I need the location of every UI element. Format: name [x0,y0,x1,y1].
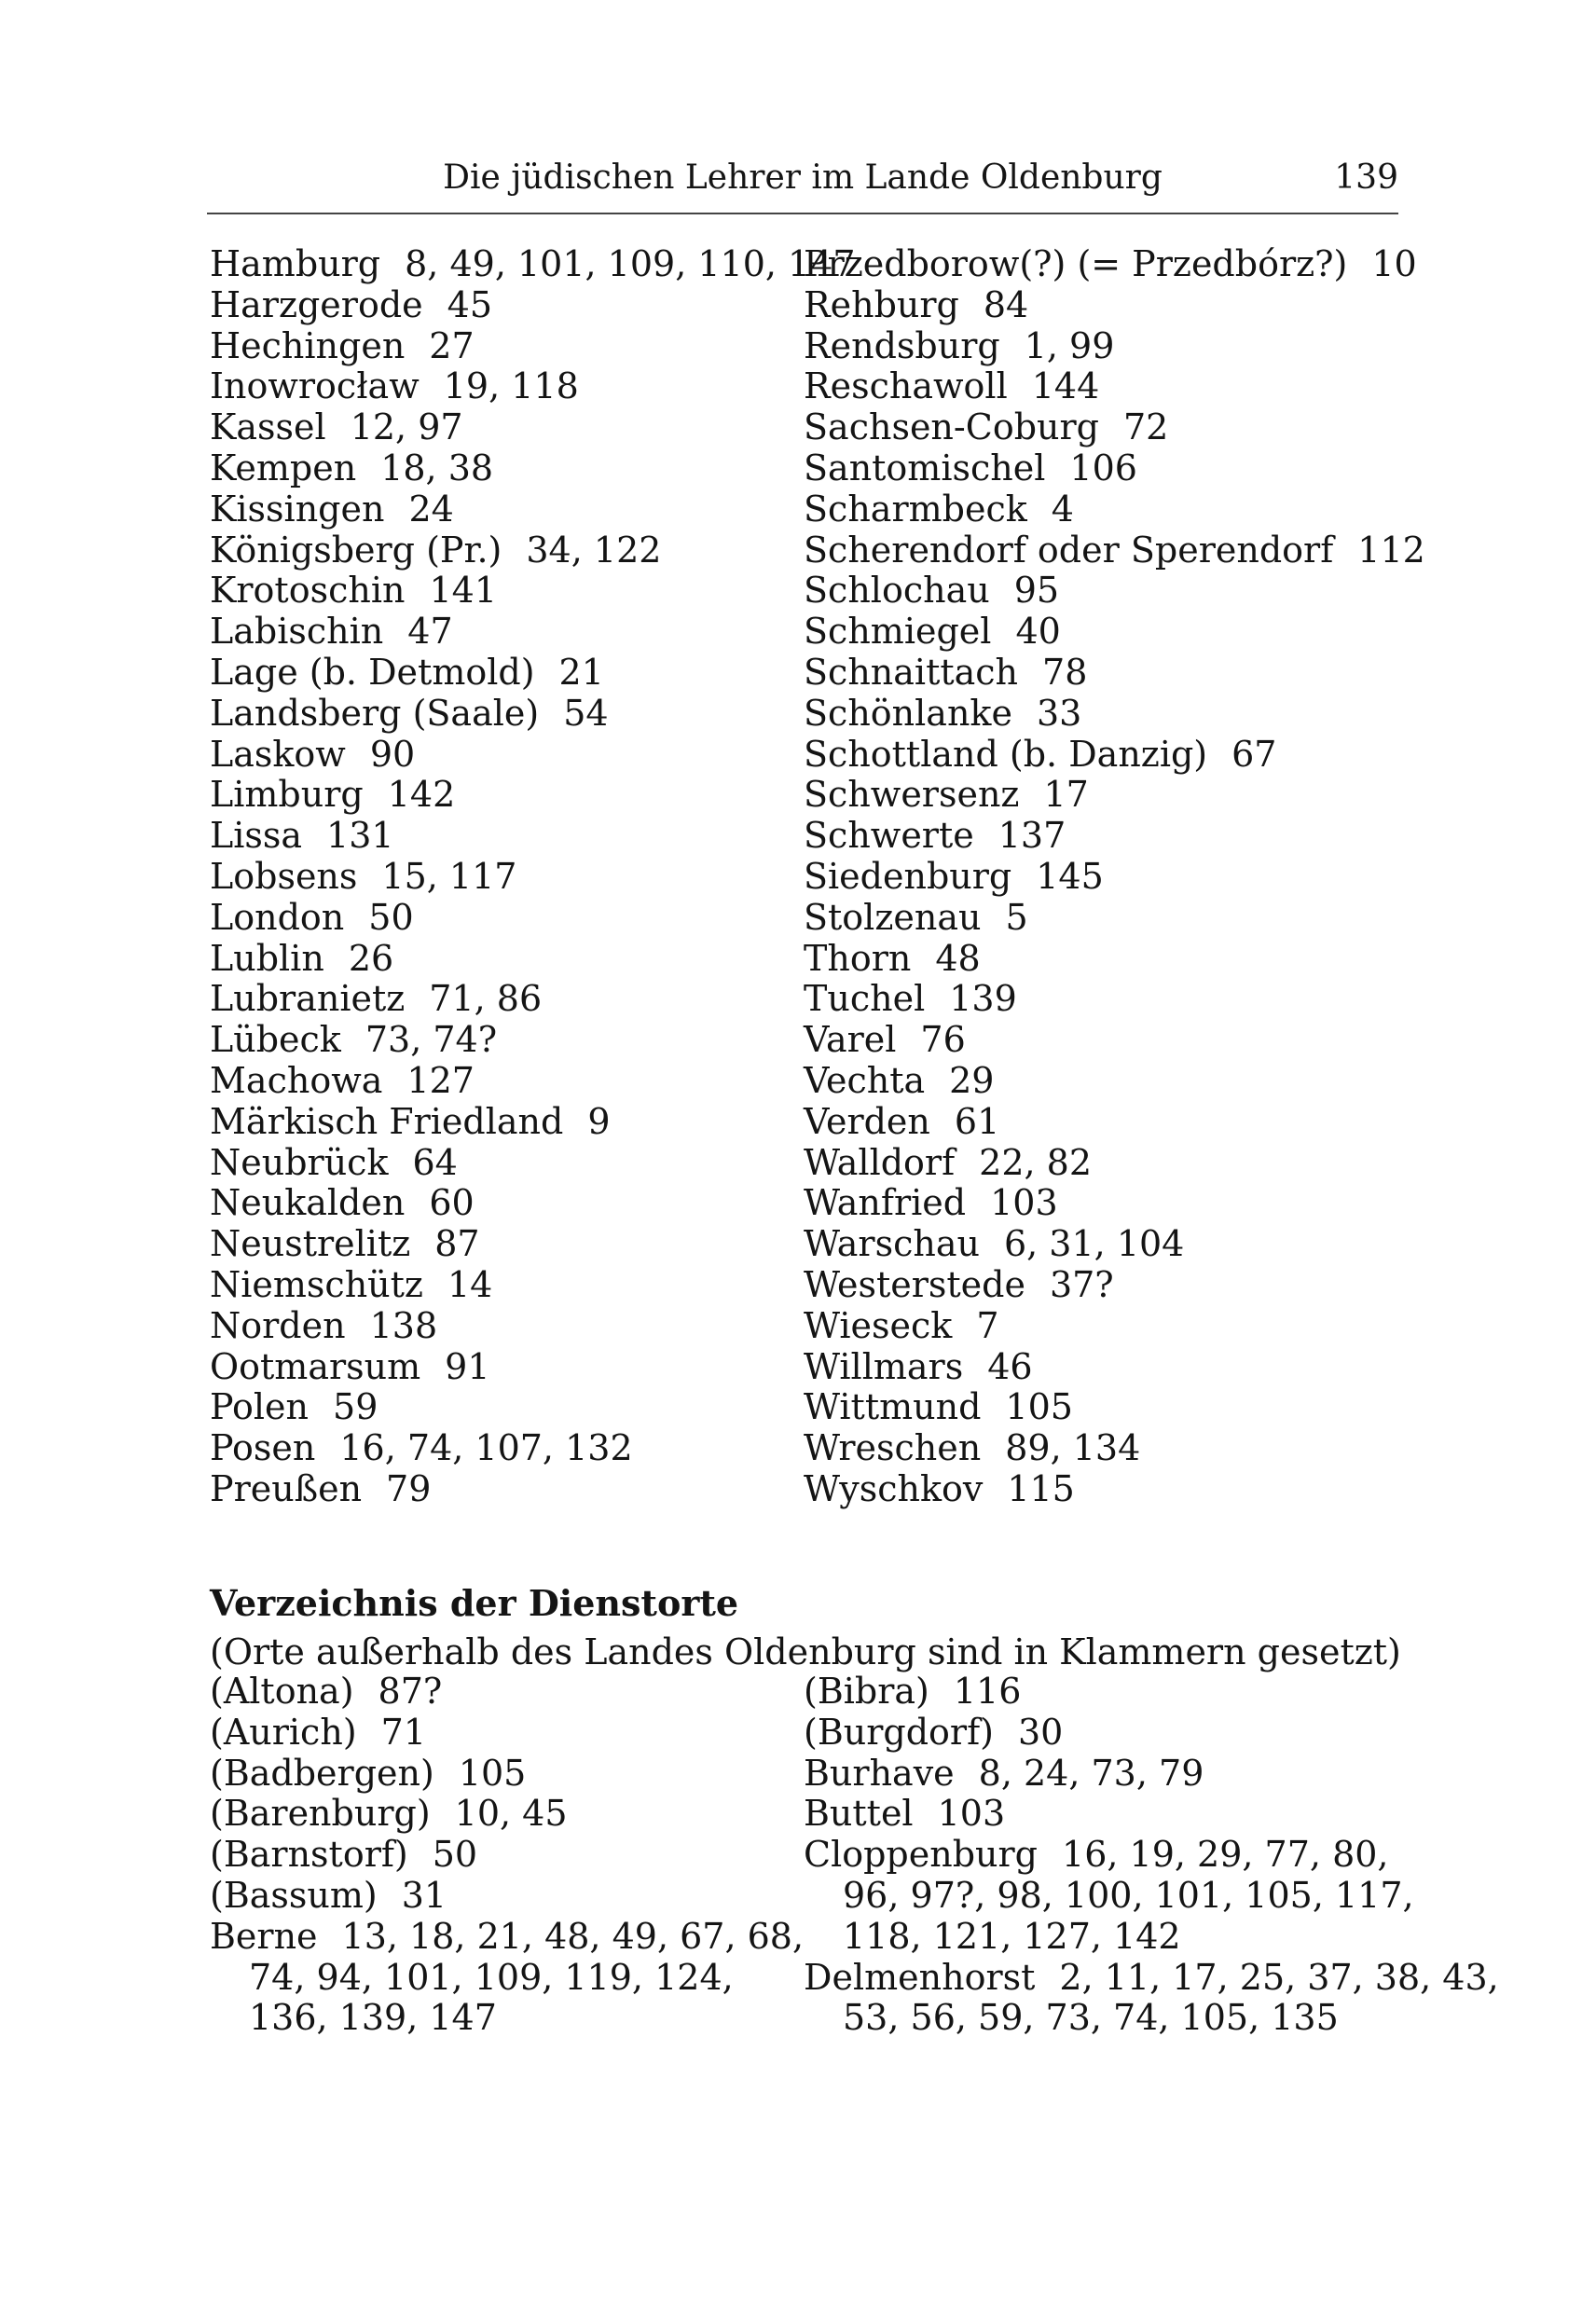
entry-pages: 145 [1036,855,1104,897]
index-entry [804,775,1425,816]
entry-place: Neukalden [210,1182,406,1224]
index-entry [804,1102,1425,1143]
entry-pages: 2, 11, 17, 25, 37, 38, 43, [1059,1956,1499,1998]
entry-pages: 141 [429,570,497,612]
index-entry [210,366,856,407]
entry-pages: 103 [990,1182,1058,1224]
index-entry [210,1794,804,1835]
entry-place: Reschawoll [804,365,1008,407]
index-entry [210,1713,804,1754]
index-entry [804,1428,1425,1469]
entry-place: Scharmbeck [804,488,1027,530]
entry-pages-continued: 74, 94, 101, 109, 119, 124, [249,1956,734,1998]
index-entry [210,1428,856,1469]
index-entry [210,1143,856,1184]
entry-pages: 1, 99 [1024,324,1115,366]
entry-place: Delmenhorst [804,1956,1036,1998]
index-entry [210,775,856,816]
entry-place: Wittmund [804,1386,982,1428]
index-entry [804,979,1425,1020]
index-entry [210,1469,856,1510]
entry-pages: 18, 38 [380,447,494,489]
index-entry [804,1020,1425,1061]
index-entry [804,1835,1499,1876]
entry-pages: 90 [369,733,416,775]
entry-pages: 116 [953,1671,1022,1712]
entry-pages: 137 [998,815,1066,857]
entry-place: Neustrelitz [210,1223,411,1265]
entry-pages: 84 [983,283,1029,325]
index-entry [804,1713,1499,1754]
entry-place: Westerstede [804,1263,1025,1305]
index-entry [804,898,1425,939]
entry-place: Landsberg (Saale) [210,692,540,734]
entry-place: Thorn [804,937,912,979]
entry-pages-continued: 118, 121, 127, 142 [843,1915,1181,1957]
index-entry [210,1102,856,1143]
index-entry [210,694,856,735]
entry-pages-continued: 96, 97?, 98, 100, 101, 105, 117, [843,1874,1414,1916]
index-column-left [210,244,856,1510]
index-entry [804,694,1425,735]
entry-place: (Badbergen) [210,1752,434,1794]
entry-place: Wanfried [804,1182,967,1224]
index-entry [804,939,1425,980]
entry-pages: 31 [401,1874,447,1916]
running-head [207,155,1398,203]
entry-pages: 60 [429,1182,475,1224]
entry-pages: 47 [407,611,453,653]
index-entry [804,1265,1425,1306]
running-title: Die jüdischen Lehrer im Lande Oldenburg [443,158,1163,197]
entry-pages: 105 [1005,1386,1073,1428]
index-entry [804,1387,1425,1428]
entry-pages: 54 [563,692,609,734]
index-entry [804,1794,1499,1835]
index-entry [804,407,1425,448]
index-entry [210,1306,856,1347]
index-entry [804,489,1425,530]
index-entry [210,1224,856,1265]
index-entry [804,612,1425,653]
entry-pages: 16, 74, 107, 132 [339,1427,633,1469]
entry-pages: 7 [976,1304,999,1346]
entry-place: (Altona) [210,1671,354,1712]
index-entry [210,653,856,694]
entry-place: Lübeck [210,1019,341,1061]
entry-place: Kassel [210,406,326,448]
entry-pages: 61 [954,1100,1000,1142]
entry-place: (Barnstorf) [210,1834,408,1876]
section-note: (Orte außerhalb des Landes Oldenburg sind in Klammern gesetzt) [210,1631,1401,1672]
entry-place: London [210,896,345,938]
entry-pages: 29 [949,1059,995,1101]
entry-pages: 9 [587,1100,611,1142]
entry-place: Schnaittach [804,651,1019,693]
entry-place: Niemschütz [210,1263,423,1305]
entry-pages: 15, 117 [381,855,517,897]
entry-pages: 71, 86 [429,978,543,1020]
entry-place: Warschau [804,1223,980,1265]
entry-place: Varel [804,1019,897,1061]
entry-pages: 12, 97 [350,406,463,448]
index-entry [804,1224,1425,1265]
entry-pages: 5 [1005,896,1028,938]
index-entry [804,326,1425,367]
entry-pages: 78 [1042,651,1088,693]
index-entry [804,653,1425,694]
index-entry [210,326,856,367]
entry-pages: 30 [1017,1711,1064,1753]
index-entry [804,735,1425,776]
entry-pages: 4 [1051,488,1074,530]
index-entry [804,1754,1499,1795]
entry-place: Tuchel [804,978,926,1020]
entry-place: Hamburg [210,243,381,284]
entry-place: Harzgerode [210,283,423,325]
entry-pages: 40 [1015,611,1061,653]
entry-place: Willmars [804,1345,964,1387]
entry-place: (Bassum) [210,1874,378,1916]
entry-pages: 131 [326,815,394,857]
entry-pages: 127 [406,1059,475,1101]
entry-pages: 71 [380,1711,426,1753]
index-entry [210,1387,856,1428]
index-entry [210,1917,804,1958]
entry-place: Inowrocław [210,365,420,407]
index-entry [804,1347,1425,1388]
entry-pages: 87? [378,1671,443,1712]
index-entry [210,1835,804,1876]
header-rule [207,213,1398,214]
entry-pages: 6, 31, 104 [1003,1223,1185,1265]
entry-place: Preußen [210,1467,363,1509]
entry-place: Märkisch Friedland [210,1100,564,1142]
entry-pages: 144 [1031,365,1100,407]
entry-place: Przedborow(?) (= Przedbórz?) [804,243,1348,284]
index-entry [210,898,856,939]
entry-pages: 106 [1069,447,1137,489]
entry-place: (Barenburg) [210,1793,431,1835]
entry-pages: 105 [458,1752,527,1794]
entry-place: Wyschkov [804,1467,984,1509]
entry-pages: 138 [369,1304,438,1346]
index-entry [804,448,1425,489]
entry-place: Norden [210,1304,346,1346]
entry-pages: 50 [368,896,414,938]
entry-pages: 142 [387,774,456,816]
entry-pages: 48 [935,937,981,979]
entry-place: Schmiegel [804,611,992,653]
index-entry [804,1672,1499,1713]
entry-place: Lage (b. Detmold) [210,651,535,693]
entry-place: Siedenburg [804,855,1012,897]
entry-pages: 115 [1007,1467,1075,1509]
entry-pages: 64 [412,1141,458,1183]
entry-pages-continued: 53, 56, 59, 73, 74, 105, 135 [843,1997,1339,2039]
entry-pages: 14 [447,1263,493,1305]
entry-place: Santomischel [804,447,1046,489]
entry-place: Schottland (b. Danzig) [804,733,1208,775]
index-entry [804,571,1425,612]
entry-place: Lublin [210,937,324,979]
entry-place: Krotoschin [210,570,406,612]
entry-pages: 22, 82 [979,1141,1093,1183]
index-entry [804,285,1425,326]
index-entry [210,735,856,776]
entry-pages: 89, 134 [1005,1427,1141,1469]
entry-place: Hechingen [210,324,406,366]
index-entry [210,857,856,898]
entry-place: Schlochau [804,570,990,612]
entry-pages: 72 [1123,406,1169,448]
entry-pages: 13, 18, 21, 48, 49, 67, 68, [341,1915,805,1957]
index-entry [804,816,1425,857]
section-heading: Verzeichnis der Dienstorte [210,1582,739,1624]
index-entry [804,366,1425,407]
entry-pages: 26 [348,937,394,979]
index-entry [804,1306,1425,1347]
entry-pages: 37? [1049,1263,1114,1305]
index-entry [804,857,1425,898]
entry-place: Limburg [210,774,364,816]
entry-place: Rendsburg [804,324,1000,366]
entry-pages: 103 [937,1793,1006,1835]
entry-place: Berne [210,1915,318,1957]
entry-place: Ootmarsum [210,1345,421,1387]
entry-pages: 8, 24, 73, 79 [978,1752,1204,1794]
entry-place: Burhave [804,1752,955,1794]
entry-pages: 17 [1043,774,1089,816]
entry-pages: 87 [434,1223,480,1265]
entry-place: Lissa [210,815,303,857]
entry-place: Schwersenz [804,774,1020,816]
entry-place: Wreschen [804,1427,982,1469]
entry-pages: 59 [333,1386,378,1428]
entry-place: Lobsens [210,855,358,897]
index-entry [210,612,856,653]
entry-pages: 16, 19, 29, 77, 80, [1062,1834,1389,1876]
entry-pages: 79 [386,1467,432,1509]
entry-place: Neubrück [210,1141,389,1183]
entry-place: (Bibra) [804,1671,929,1712]
entry-pages: 73, 74? [365,1019,498,1061]
entry-pages: 19, 118 [443,365,579,407]
index-entry [804,1958,1499,1999]
entry-place: Posen [210,1427,316,1469]
entry-place: Scherendorf oder Sperendorf [804,529,1334,571]
index-entry [210,1347,856,1388]
index-entry [210,407,856,448]
index-entry [210,571,856,612]
index-entry [210,816,856,857]
entry-pages-continued: 136, 139, 147 [249,1997,497,2039]
index-entry [210,1672,804,1713]
index-entry [804,1469,1425,1510]
entry-place: Rehburg [804,283,959,325]
entry-pages: 34, 122 [526,529,662,571]
entry-place: Machowa [210,1059,383,1101]
entry-pages: 50 [432,1834,478,1876]
entry-pages: 10, 45 [454,1793,568,1835]
entry-place: Verden [804,1100,930,1142]
entry-place: Cloppenburg [804,1834,1039,1876]
entry-pages: 45 [447,283,493,325]
entry-place: Laskow [210,733,346,775]
entry-place: Buttel [804,1793,914,1835]
index-entry [210,1020,856,1061]
entry-pages: 112 [1357,529,1425,571]
entry-place: Schönlanke [804,692,1012,734]
entry-place: (Aurich) [210,1711,357,1753]
entry-pages: 91 [445,1345,490,1387]
index-entry [210,448,856,489]
entry-place: Schwerte [804,815,974,857]
index-entry [210,489,856,530]
index-entry [804,244,1425,285]
entry-place: Stolzenau [804,896,982,938]
entry-place: (Burgdorf) [804,1711,994,1753]
dienstorte-column-left [210,1672,804,2039]
entry-place: Lubranietz [210,978,406,1020]
index-entry [210,244,856,285]
index-entry [804,530,1425,571]
entry-pages: 95 [1013,570,1060,612]
entry-place: Labischin [210,611,384,653]
page-number: 139 [1334,158,1398,197]
index-entry [804,1061,1425,1102]
entry-pages: 46 [987,1345,1033,1387]
entry-pages: 24 [408,488,454,530]
entry-pages: 21 [558,651,604,693]
entry-pages: 10 [1371,243,1417,284]
index-entry [210,979,856,1020]
entry-place: Sachsen-Coburg [804,406,1099,448]
index-entry [210,1754,804,1795]
entry-pages: 8, 49, 101, 109, 110, 147 [405,243,856,284]
entry-pages: 27 [429,324,475,366]
entry-place: Wieseck [804,1304,953,1346]
dienstorte-column-right [804,1672,1499,2039]
entry-place: Polen [210,1386,310,1428]
entry-place: Königsberg (Pr.) [210,529,502,571]
index-entry [210,939,856,980]
index-column-right [804,244,1425,1510]
entry-pages: 33 [1036,692,1082,734]
index-entry [210,1183,856,1224]
index-entry [804,1143,1425,1184]
index-entry [210,1265,856,1306]
entry-pages: 139 [949,978,1017,1020]
entry-pages: 67 [1231,733,1277,775]
index-entry [804,1183,1425,1224]
entry-place: Walldorf [804,1141,956,1183]
index-entry [210,1876,804,1917]
entry-pages: 76 [920,1019,966,1061]
entry-place: Vechta [804,1059,926,1101]
entry-place: Kissingen [210,488,385,530]
index-entry [210,530,856,571]
index-entry [210,1061,856,1102]
entry-place: Kempen [210,447,357,489]
index-entry [210,285,856,326]
